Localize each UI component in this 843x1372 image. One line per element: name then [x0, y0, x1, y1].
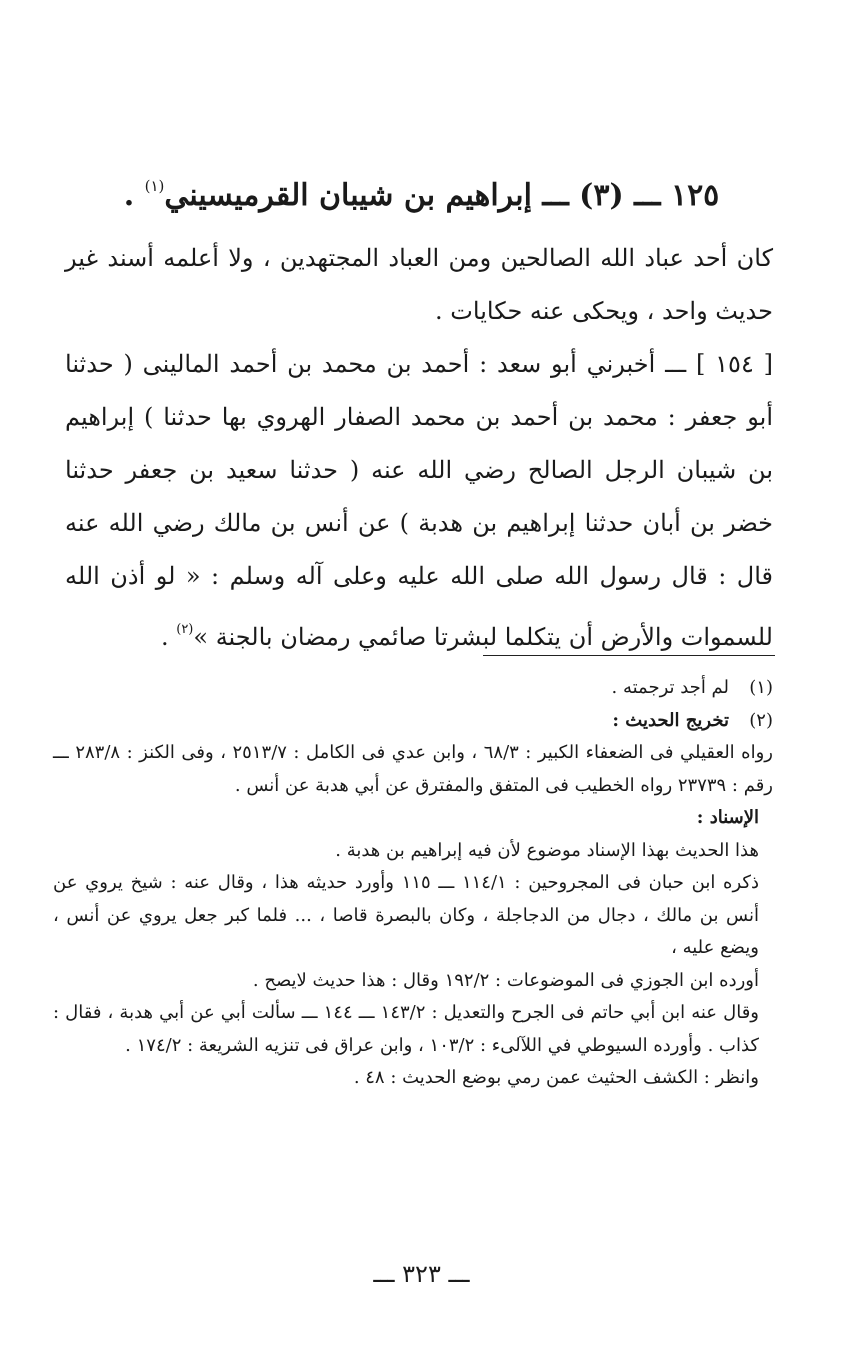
hadith-paragraph [65, 338, 773, 664]
footnote-marker-1: (١) [144, 177, 165, 195]
ibn-abi-hatim-note: وقال عنه ابن أبي حاتم فى الجرح والتعديل : ١٤٣/٢ ـــ ١٤٤ ـــ سألت أبي عن أبي هدبة ، فقال : كذاب . وأورده السيوطي في اللآلىء : ١٠٣/٢ ، وابن عراق فى تنزيه الشريعة : ١٧٤/٢ . [53, 1002, 760, 1056]
isnad-line: هذا الحديث بهذا الإسناد موضوع لأن فيه إبراهيم بن هدبة . [335, 839, 759, 861]
footnote-1-number: (١) [749, 677, 773, 698]
isnad-heading: الإسناد : [696, 807, 759, 828]
footnote-2-number: (٢) [749, 709, 773, 731]
ibn-jawzi-note: أورده ابن الجوزي فى الموضوعات : ١٩٢/٢ وقال : هذا حديث لايصح . [252, 969, 759, 991]
page-number: ـــ ٣٢٣ ـــ [373, 1260, 470, 1288]
footnote-divider [483, 655, 775, 656]
see-also-note: وانظر : الكشف الحثيث عمن رمي بوضع الحديث : ٤٨ . [353, 1067, 759, 1088]
footnote-1 [53, 672, 773, 705]
ibn-hibban-note: ذكره ابن حبان فى المجروحين : ١١٤/١ ـــ ١١٥ وأورد حديثه هذا ، وقال عنه : شيخ يروي عن أنس بن مالك ، دجال من الدجاجلة ، وكان بالبصرة قاصا ، ... فلما كبر جعل يروي عن أنس ، ويضع عليه ، [53, 872, 759, 958]
entry-heading [0, 166, 843, 216]
entry-heading-period: . [123, 178, 145, 213]
main-text [65, 232, 773, 664]
footnote-1-text: لم أجد ترجمته . [611, 677, 729, 698]
hadith-end: . [160, 623, 177, 651]
footnote-marker-2: (٢) [176, 622, 194, 637]
entry-heading-text: ١٢٥ ـــ (٣) ـــ إبراهيم بن شيبان القرميسيني [164, 178, 720, 213]
intro-paragraph: كان أحد عباد الله الصالحين ومن العباد المجتهدين ، ولا أعلمه أسند غير حديث واحد ، ويحكى عنه حكايات . [65, 244, 773, 325]
footnote-2 [53, 705, 773, 738]
takhrij-heading: تخريج الحديث : [612, 709, 729, 731]
footnotes [53, 672, 773, 1095]
takhrij-text: رواه العقيلي فى الضعفاء الكبير : ٦٨/٣ ، وابن عدي فى الكامل : ٢٥١٣/٧ ، وفى الكنز : ٢٨٣/٨ ـــ رقم : ٢٣٧٣٩ رواه الخطيب فى المتفق والمفترق عن أبي هدبة عن أنس . [53, 742, 773, 796]
hadith-text: [ ١٥٤ ] ـــ أخبرني أبو سعد : أحمد بن محمد بن أحمد المالينى ( حدثنا أبو جعفر : محمد بن أحمد بن محمد الصفار الهروي بها حدثنا ) إبراهيم بن شيبان الرجل الصالح رضي الله عنه ( حدثنا سعيد بن جعفر حدثنا خضر بن أبان حدثنا إبراهيم بن هدبة ) عن أنس بن مالك رضي الله عنه قال : قال رسول الله صلى الله عليه وعلى آله وسلم : « لو أذن الله للسموات والأرض أن يتكلما لبشرتا صائمي رمضان بالجنة » [65, 350, 774, 651]
